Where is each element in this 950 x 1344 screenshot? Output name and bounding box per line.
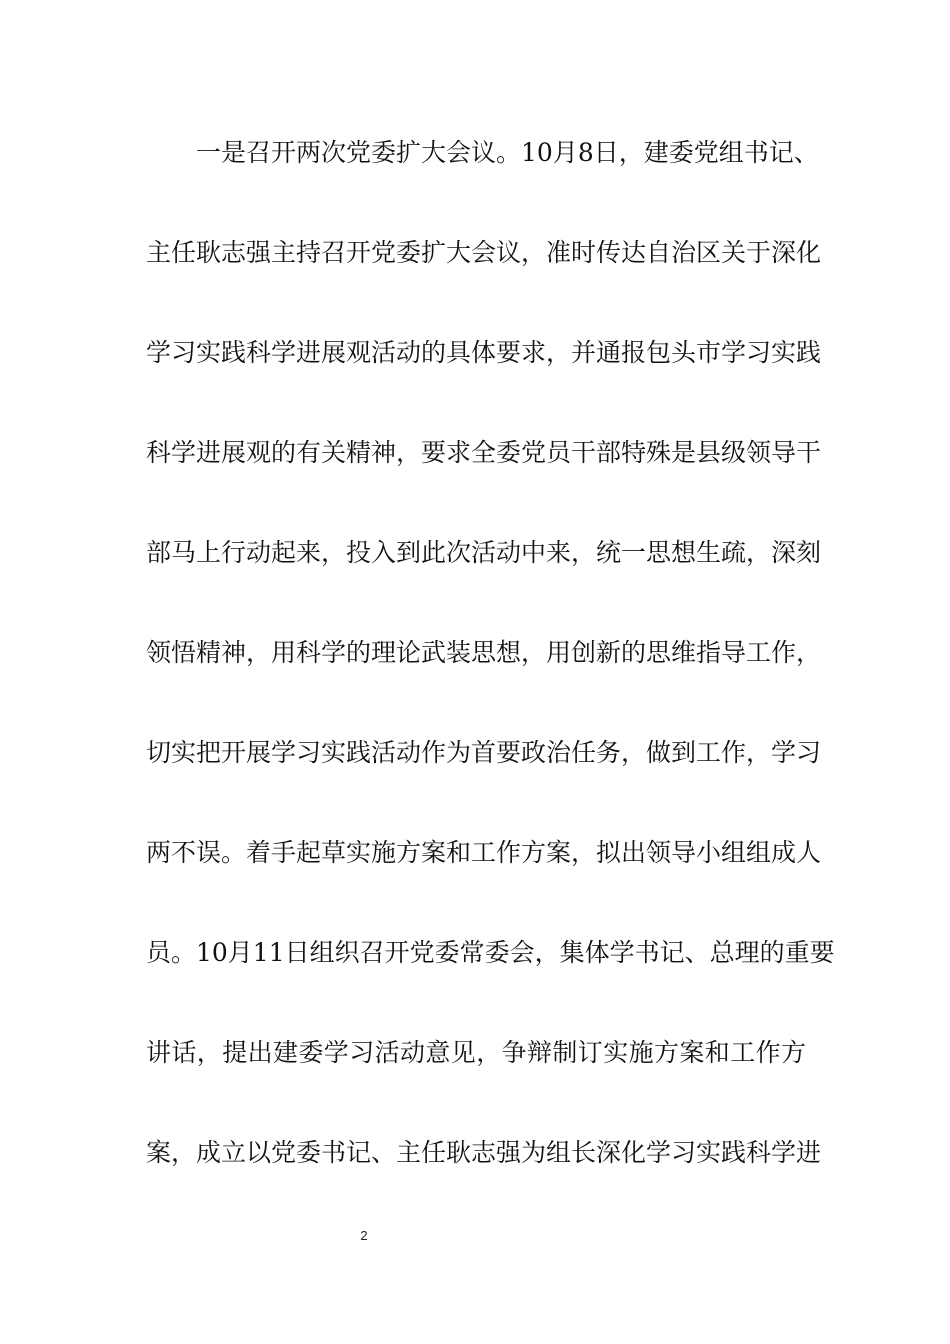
paragraph-line-7: 切实把开展学习实践活动作为首要政治任务，做到工作，学习 bbox=[146, 738, 822, 767]
paragraph-line-4: 科学进展观的有关精神，要求全委党员干部特殊是县级领导干 bbox=[146, 438, 822, 467]
paragraph-line-11: 案，成立以党委书记、主任耿志强为组长深化学习实践科学进 bbox=[146, 1138, 822, 1167]
paragraph-line-10: 讲话，提出建委学习活动意见，争辩制订实施方案和工作方 bbox=[146, 1038, 806, 1067]
paragraph-line-8: 两不误。着手起草实施方案和工作方案，拟出领导小组组成人 bbox=[146, 838, 822, 867]
paragraph-line-3: 学习实践科学进展观活动的具体要求，并通报包头市学习实践 bbox=[146, 338, 822, 367]
paragraph-line-6: 领悟精神，用科学的理论武装思想，用创新的思维指导工作， bbox=[146, 638, 822, 667]
paragraph-line-1: 一是召开两次党委扩大会议。10月8日，建委党组书记、 bbox=[196, 138, 819, 167]
page-number: 2 bbox=[360, 1228, 368, 1243]
paragraph-line-2: 主任耿志强主持召开党委扩大会议，准时传达自治区关于深化 bbox=[146, 238, 822, 267]
paragraph-line-5: 部马上行动起来，投入到此次活动中来，统一思想生疏，深刻 bbox=[146, 538, 822, 567]
paragraph-line-9: 员。10月11日组织召开党委常委会，集体学书记、总理的重要 bbox=[146, 938, 835, 967]
